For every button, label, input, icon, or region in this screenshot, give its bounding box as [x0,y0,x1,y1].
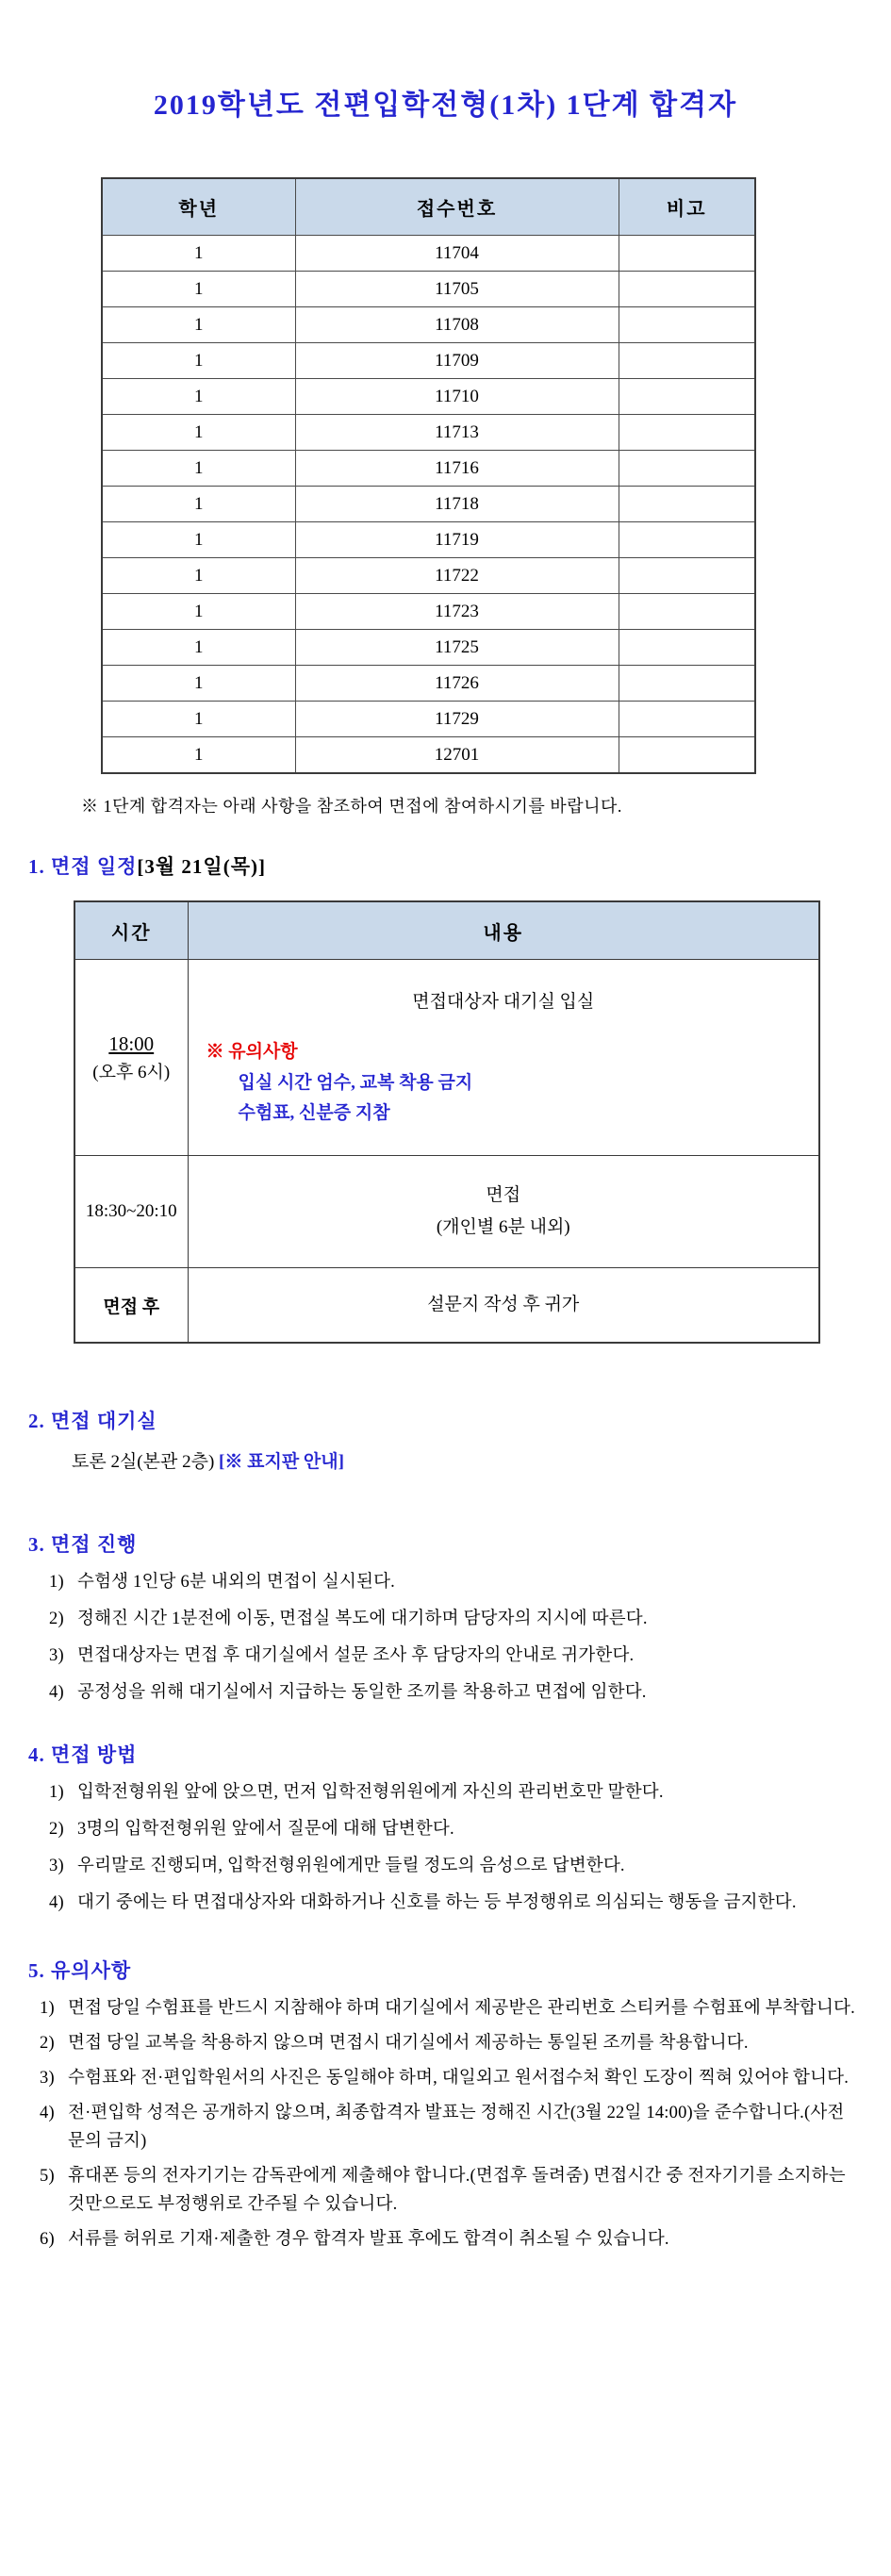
item-text: 면접 당일 교복을 착용하지 않으며 면접시 대기실에서 제공하는 통일된 조끼를 착용합니다. [68,2033,749,2053]
column-header-number: 접수번호 [295,178,619,236]
interview-time-cell: 18:30~20:10 [74,1156,188,1268]
list-item [49,1643,863,1671]
table-row [102,451,755,487]
application-number-cell: 11713 [295,415,619,451]
application-number-cell: 11704 [295,236,619,272]
remark-cell [619,666,755,702]
item-number: 2) [49,1609,64,1628]
item-text: 수험표와 전·편입학원서의 사진은 동일해야 하며, 대일외고 원서접수처 확인 도장이 찍혀 있어야 합니다. [68,2068,850,2088]
remark-cell [619,522,755,558]
grade-cell: 1 [102,630,295,666]
application-number-cell: 11726 [295,666,619,702]
table-row [102,522,755,558]
table-row [102,594,755,630]
grade-cell: 1 [102,343,295,379]
entry-notice-line2: 수험표, 신분증 지참 [238,1102,390,1123]
remark-cell [619,272,755,307]
grade-cell: 1 [102,451,295,487]
method-item-list [0,1779,891,1918]
table-row [102,415,755,451]
schedule-heading-date: [3월 21일(목)] [137,855,266,878]
application-number-cell: 11708 [295,307,619,343]
grade-cell: 1 [102,558,295,594]
grade-cell: 1 [102,272,295,307]
application-number-cell: 11709 [295,343,619,379]
interview-line2: (개인별 6분 내외) [436,1217,570,1237]
item-text: 정해진 시간 1분전에 이동, 면접실 복도에 대기하며 담당자의 지시에 따른다. [77,1609,648,1628]
process-item-list [0,1569,891,1708]
application-number-cell: 11722 [295,558,619,594]
list-item [49,1890,863,1918]
item-number: 3) [49,1645,64,1665]
list-item [40,2163,863,2220]
item-text: 입학전형위원 앞에 앉으면, 먼저 입학전형위원에게 자신의 관리번호만 말한다. [77,1782,664,1802]
grade-cell: 1 [102,666,295,702]
entry-notice-label: ※ 유의사항 [206,1042,298,1063]
item-text: 휴대폰 등의 전자기기는 감독관에게 제출해야 합니다.(면접후 돌려줌) 면접시간 중 전자기기를 소지하는 것만으로도 부정행위로 간주될 수 있습니다. [68,2166,846,2214]
remark-cell [619,594,755,630]
interview-line1: 면접 [486,1184,521,1205]
item-number: 3) [40,2068,55,2088]
document-page [0,81,891,2576]
item-text: 전·편입학 성적은 공개하지 않으며, 최종합격자 발표는 정해진 시간(3월 22일 14:00)을 준수합니다.(사전 문의 금지) [68,2103,845,2151]
item-text: 면접대상자는 면접 후 대기실에서 설문 조사 후 담당자의 안내로 귀가한다. [77,1645,635,1665]
grade-cell: 1 [102,487,295,522]
section-heading-waiting-room: 2. 면접 대기실 [28,1410,157,1432]
section-heading-process: 3. 면접 진행 [28,1533,138,1556]
item-text: 3명의 입학전형위원 앞에서 질문에 대해 답변한다. [77,1819,454,1839]
item-number: 1) [49,1573,64,1592]
section-heading-method: 4. 면접 방법 [28,1742,138,1766]
application-number-cell: 11718 [295,487,619,522]
table-row [102,343,755,379]
remark-cell [619,343,755,379]
schedule-header-row [74,901,819,960]
remark-cell [619,451,755,487]
remark-cell [619,487,755,522]
table-header-row [102,178,755,236]
grade-cell: 1 [102,702,295,737]
remark-cell [619,558,755,594]
table-row [102,737,755,774]
list-item [40,2226,863,2254]
entry-time-sub: (오후 6시) [92,1062,171,1082]
schedule-table [74,900,820,1344]
interview-content-cell [188,1156,819,1268]
item-text: 서류를 허위로 기재·제출한 경우 합격자 발표 후에도 합격이 취소될 수 있습니다. [68,2229,669,2249]
remark-cell [619,379,755,415]
schedule-heading-label: 1. 면접 일정 [28,855,138,878]
section-heading-notes: 5. 유의사항 [28,1958,132,1982]
waiting-room-location-line [72,1447,891,1473]
entry-description: 면접대상자 대기실 입실 [412,992,595,1013]
application-number-cell: 11723 [295,594,619,630]
schedule-row-interview [74,1156,819,1268]
item-text: 우리말로 진행되며, 입학전형위원에게만 들릴 정도의 음성으로 답변한다. [77,1856,625,1875]
schedule-row-entry [74,960,819,1156]
table-row [102,558,755,594]
table-row [102,630,755,666]
list-item [40,1995,863,2023]
item-text: 면접 당일 수험표를 반드시 지참해야 하며 대기실에서 제공받은 관리번호 스티커를 수험표에 부착합니다. [68,1998,855,2018]
list-item [40,2030,863,2058]
remark-cell [619,307,755,343]
grade-cell: 1 [102,379,295,415]
table-body [102,236,755,774]
application-number-cell: 11729 [295,702,619,737]
table-row [102,272,755,307]
grade-cell: 1 [102,236,295,272]
item-text: 공정성을 위해 대기실에서 지급하는 동일한 조끼를 착용하고 면접에 임한다. [77,1682,647,1702]
table-row [102,487,755,522]
item-number: 6) [40,2229,55,2249]
table-row [102,379,755,415]
remark-cell [619,630,755,666]
waiting-room-location: 토론 2실(본관 2층) [72,1452,220,1472]
column-header-content: 내용 [188,901,819,960]
remark-cell [619,415,755,451]
application-number-cell: 11710 [295,379,619,415]
list-item [49,1816,863,1844]
pass-list-table [101,177,756,774]
list-item [49,1569,863,1597]
waiting-room-sign-note: [※ 표지판 안내] [219,1452,344,1472]
table-row [102,702,755,737]
table-footnote: ※ 1단계 합격자는 아래 사항을 참조하여 면접에 참여하시기를 바랍니다. [81,797,622,816]
item-number: 1) [40,1998,55,2018]
list-item [49,1606,863,1634]
section-heading-schedule [28,851,891,880]
list-item [49,1853,863,1881]
column-header-time: 시간 [74,901,188,960]
item-number: 1) [49,1782,64,1802]
remark-cell [619,737,755,774]
entry-notice-line1: 입실 시간 엄수, 교복 착용 금지 [238,1073,473,1094]
application-number-cell: 12701 [295,737,619,774]
schedule-row-after [74,1268,819,1344]
item-number: 4) [40,2103,55,2122]
remark-cell [619,236,755,272]
grade-cell: 1 [102,415,295,451]
list-item [49,1679,863,1708]
grade-cell: 1 [102,594,295,630]
entry-time: 18:00 [108,1032,155,1055]
list-item [49,1779,863,1808]
item-number: 3) [49,1856,64,1875]
item-text: 대기 중에는 타 면접대상자와 대화하거나 신호를 하는 등 부정행위로 의심되는 행동을 금지한다. [77,1892,797,1912]
grade-cell: 1 [102,307,295,343]
list-item [40,2100,863,2156]
list-item [40,2065,863,2093]
item-number: 5) [40,2166,55,2186]
entry-time-cell [74,960,188,1156]
item-number: 2) [49,1819,64,1839]
entry-content-cell [188,960,819,1156]
application-number-cell: 11716 [295,451,619,487]
column-header-grade: 학년 [102,178,295,236]
table-row [102,307,755,343]
application-number-cell: 11719 [295,522,619,558]
table-row [102,666,755,702]
page-title: 2019학년도 전편입학전형(1차) 1단계 합격자 [153,90,738,121]
item-number: 2) [40,2033,55,2053]
after-time-cell: 면접 후 [74,1268,188,1344]
remark-cell [619,702,755,737]
grade-cell: 1 [102,737,295,774]
notes-item-list [0,1995,891,2254]
application-number-cell: 11705 [295,272,619,307]
grade-cell: 1 [102,522,295,558]
application-number-cell: 11725 [295,630,619,666]
item-number: 4) [49,1682,64,1702]
item-number: 4) [49,1892,64,1912]
after-content-cell: 설문지 작성 후 귀가 [188,1268,819,1344]
table-row [102,236,755,272]
item-text: 수험생 1인당 6분 내외의 면접이 실시된다. [77,1573,395,1592]
column-header-remark: 비고 [619,178,755,236]
